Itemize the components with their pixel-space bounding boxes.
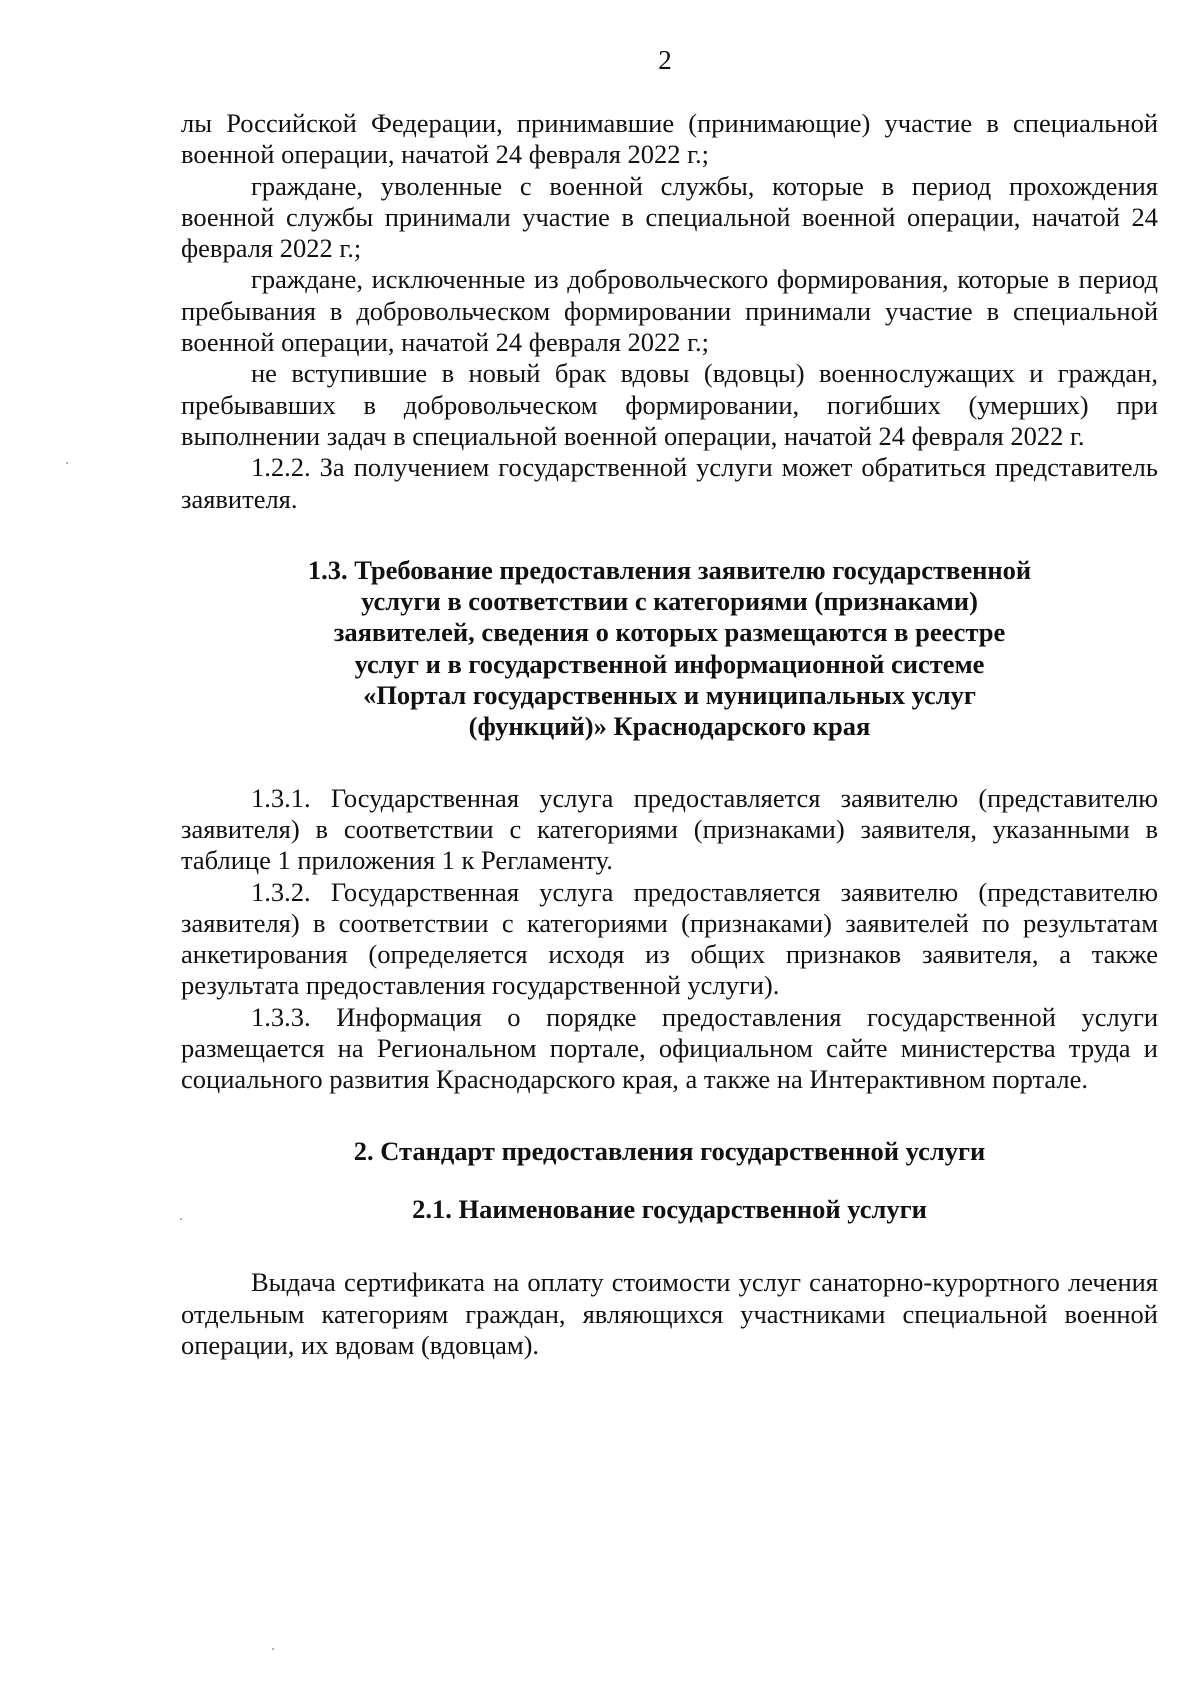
intro-paragraph-widows: не вступившие в новый брак вдовы (вдовцы) военнослужащих и граждан, пребывавших в добровольческом формировании, погибших (умерших) при выполнении задач в специальной военной операции, начатой 24 февраля 2022 г. [181,358,1158,451]
intro-paragraph-continuation: лы Российской Федерации, принимавшие (принимающие) участие в специальной военной операции, начатой 24 февраля 2022 г.; [181,108,1158,170]
section-2-heading: 2. Стандарт предоставления государственной услуги [353,1135,986,1166]
section-2-1-heading: 2.1. Наименование государственной услуги [412,1193,927,1224]
page-number: 2 [658,45,672,75]
intro-paragraph-volunteer-citizens: граждане, исключенные из добровольческого формирования, которые в период пребывания в добровольческом формировании принимали участие в специальной военной операции, начатой 24 февраля 2022 г.; [181,264,1158,358]
paragraph-2-1-service-name: Выдача сертификата на оплату стоимости услуг санаторно-курортного лечения отдельным категориям граждан, являющихся участниками специальной военной операции, их вдовам (вдовцам). [181,1267,1158,1360]
section-1-3-heading-line: 1.3. Требование предоставления заявителю государственной [307,554,1032,585]
section-1-3-heading-line: «Портал государственных и муниципальных услуг [363,680,976,711]
paragraph-1-3-1: 1.3.1. Государственная услуга предоставляется заявителю (представителю заявителя) в соответствии с категориями (признаками) заявителя, указанными в таблице 1 приложения 1 к Регламенту. [181,782,1158,876]
document-body [181,108,1158,1361]
section-1-3-heading [181,555,1158,743]
section-1-3-heading-line: услуг и в государственной информационной системе [354,648,985,679]
scan-speck [66,462,68,464]
paragraph-1-2-2: 1.2.2. За получением государственной услуги может обратиться представитель заявителя. [181,452,1158,514]
paragraph-1-3-3: 1.3.3. Информация о порядке предоставления государственной услуги размещается на Региональном портале, официальном сайте министерства труда и социального развития Краснодарского края, а также на Интерактивном портале. [181,1001,1158,1095]
scan-speck [272,1648,274,1650]
intro-paragraph-dismissed-citizens: граждане, уволенные с военной службы, которые в период прохождения военной службы принимали участие в специальной военной операции, начатой 24 февраля 2022 г.; [181,170,1158,264]
scan-speck [180,1218,182,1220]
paragraph-1-3-2: 1.3.2. Государственная услуга предоставляется заявителю (представителю заявителя) в соответствии с категориями (признаками) заявителей по результатам анкетирования (определяется исходя из общих признаков заявителя, а также результата предоставления государственной услуги). [181,876,1158,1001]
section-1-3-heading-line: услуги в соответствии с категориями (признаками) [361,586,978,617]
section-1-3-heading-line: (функций)» Краснодарского края [468,711,871,742]
section-1-3-heading-line: заявителей, сведения о которых размещаются в реестре [333,617,1006,648]
